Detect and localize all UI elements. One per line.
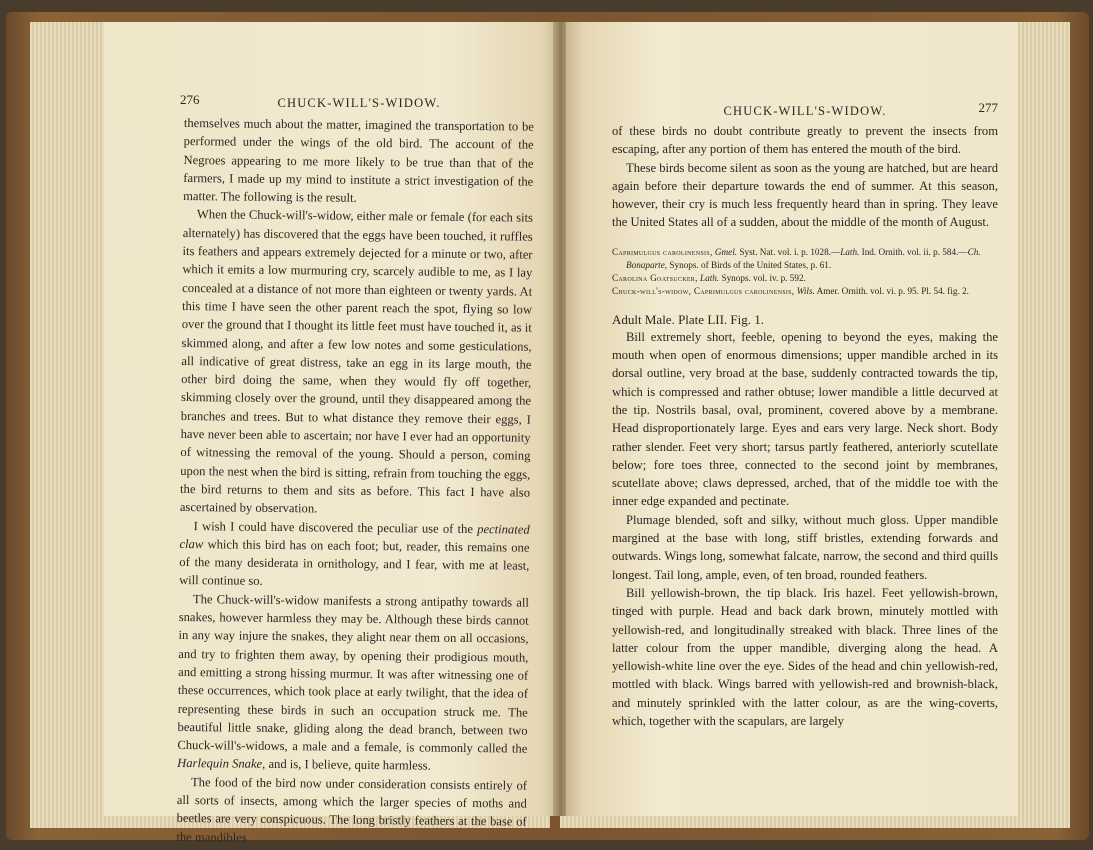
left-paragraph-1: themselves much about the matter, imagined the transportation to be performed under the wings of the old bird. The account of the Negroes appearing to me more likely to be true than that of the farmers, I made up my mind to institute a strict investigation of the matter. The following is the result. [183, 115, 534, 206]
right-running-title: CHUCK-WILL'S-WIDOW. [723, 104, 887, 118]
p3-text-a: I wish I could have discovered the peculiar use of the [193, 518, 478, 536]
left-paragraph-5: The food of the bird now under consideration consists entirely of all sorts of insects, among which the larger species of moths and beetles are very conspicuous. The long bristly feathers at the base of the mandibles [176, 774, 528, 845]
description-paragraph-2: Plumage blended, soft and silky, without much gloss. Upper mandible margined at the base with long, stiff bristles, extending forwards and outwards. Wings long, somewhat falcate, narrow, the second and third quills longest. Tail long, ample, even, of ten broad, rounded feathers. [612, 512, 998, 582]
right-page [566, 22, 1018, 816]
synonymy-references [612, 246, 998, 298]
reference-2: Carolina Goatsucker, Lath. Synops. vol. iv. p. 592. [612, 272, 806, 283]
p4-text-b: , and is, I believe, quite harmless. [262, 757, 431, 774]
left-running-title: CHUCK-WILL'S-WIDOW. [277, 96, 441, 110]
p3-italic: pectinated claw [179, 521, 530, 552]
right-paragraph-1: of these birds no doubt contribute greatly to prevent the insects from escaping, after any portion of them has entered the mouth of the bird. [612, 124, 998, 157]
left-paragraph-2: When the Chuck-will's-widow, either male or female (for each sits alternately) has discovered that the eggs have been touched, it ruffles its feathers and appears extremely dejected for a minute or two, after which it emits a low murmuring cry, scarcely audible to me, as I lay concealed at a distance of not more than eighteen or twenty yards. At this time I have seen the other parent reach the spot, flying so low over the ground that I thought its little feet must have touched it, as it skimmed along, and after a few low notes and some gesticulations, all indicative of great distress, take an egg in its large mouth, the other bird doing the same, when they would fly off together, skimming closely over the ground, until they disappeared among the branches and trees. But to what distance they remove their eggs, I have never been able to ascertain; nor have I ever had an opportunity of witnessing the removal of the young. Should a person, coming upon the nest when the bird is sitting, refrain from touching the eggs, the bird returns to them and sits as before. This fact I have also ascertained by observation. [179, 207, 534, 516]
left-paragraph-4 [177, 590, 529, 777]
right-running-head [612, 100, 998, 122]
left-page [104, 22, 560, 845]
left-paragraph-3 [179, 517, 530, 594]
right-paragraph-2: These birds become silent as soon as the young are hatched, but are heard again before their departure towards the end of summer. At this season, however, their cry is much less frequently heard than in spring. They leave the United States all of a sudden, about the middle of the month of August. [612, 160, 998, 230]
p4-italic: Harlequin Snake [177, 756, 263, 772]
left-page-number: 276 [180, 92, 200, 107]
p4-text-a: The Chuck-will's-widow manifests a strong antipathy towards all snakes, however harmless they may be. Although these birds cannot in any way injure the snakes, they alight near them on all occasions, and try to frighten them away, by opening their prodigious mouth, and emitting a strong hissing murmur. It was after witnessing one of these occurrences, which took place at early twilight, that the idea of representing these birds in such an occupation struck me. The beautiful little snake, gliding along the dead branch, between two Chuck-will's-widows, a male and a female, is commonly called the [177, 591, 529, 756]
description-paragraph-1: Bill extremely short, feeble, opening to beyond the eyes, making the mouth when open of enormous dimensions; upper mandible arched in its dorsal outline, very broad at the base, suddenly contracted towards the tip, which is compressed and rather obtuse; lower mandible a little decurved at the tip. Nostrils basal, oval, prominent, covered above by a membrane. Head disproportionately large. Eyes and ears very large. Neck short. Body rather slender. Feet very short; tarsus partly feathered, anteriorly scutellate below; fore toes three, connected to the second joint by membranes, scutellate above; claws depressed, arched, that of the middle toe with the inner edge expanded and pectinate. [612, 329, 998, 509]
reference-3: Chuck-will's-widow, Caprimulgus carolinensis, Wils. Amer. Ornith. vol. vi. p. 95. Pl. 54. fig. 2. [612, 285, 969, 296]
left-body-text [176, 114, 534, 850]
description-paragraph-3: Bill yellowish-brown, the tip black. Iris hazel. Feet yellowish-brown, tinged with purple. Head and back dark brown, minutely mottled with yellowish-red, and longitudinally streaked with black. Three lines of the latter colour from the upper mandible, diverging along the head. A yellowish-white line over the eye. Sides of the head and chin yellowish-red, mottled with black. Wings barred with yellowish-red and brownish-black, and minutely sprinkled with the latter colour, as are the wing-coverts, which, together with the scapulars, are largely [612, 585, 998, 729]
p3-text-b: which this bird has on each foot; but, reader, this remains one of the many desiderata in ornithology, and I fear, with me at least, will continue so. [179, 537, 530, 589]
reference-1: Caprimulgus carolinensis, Gmel. Syst. Nat. vol. i. p. 1028.—Lath. Ind. Ornith. vol. ii. p. 584.—Ch. Bonaparte, Synops. of Birds of the United States, p. 61. [612, 246, 981, 270]
right-page-number: 277 [978, 100, 998, 115]
right-body-text [612, 122, 998, 232]
description-text [612, 328, 998, 731]
plate-subheading: Adult Male. Plate LII. Fig. 1. [612, 311, 765, 327]
left-running-head [180, 92, 534, 114]
